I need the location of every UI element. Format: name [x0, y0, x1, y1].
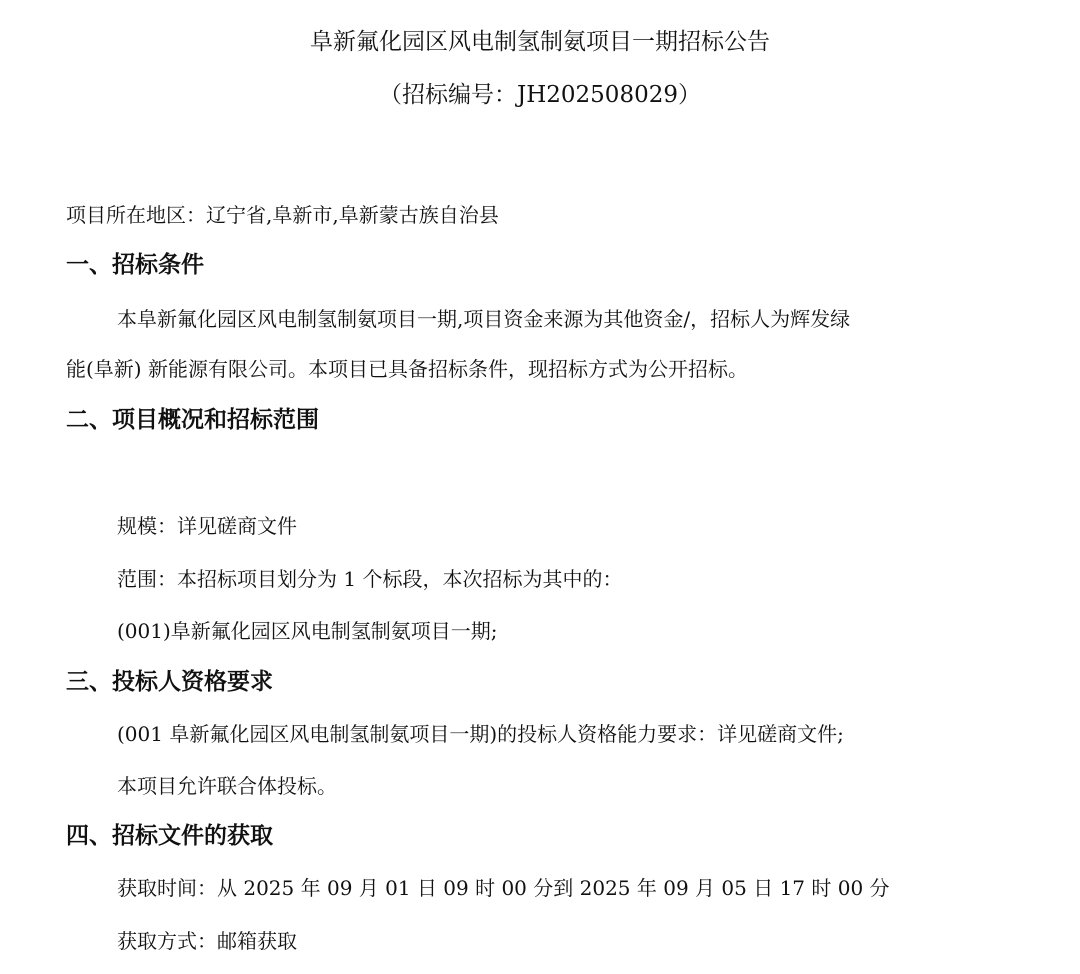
paragraph-line: 能(阜新) 新能源有限公司。本项目已具备招标条件，现招标方式为公开招标。 [66, 357, 748, 381]
paragraph-line: (001)阜新氟化园区风电制氢制氨项目一期; [117, 619, 498, 643]
project-region: 项目所在地区：辽宁省,阜新市,阜新蒙古族自治县 [66, 203, 499, 227]
paragraph-line: 获取时间：从 2025 年 09 月 01 日 09 时 00 分到 2025 年 09 月 05 日 17 时 00 分 [117, 876, 890, 900]
paragraph-line: 规模：详见磋商文件 [117, 514, 297, 538]
section-heading-3: 三、投标人资格要求 [66, 669, 273, 695]
paragraph-line: 范围：本招标项目划分为 1 个标段，本次招标为其中的： [117, 567, 623, 591]
document-title: 阜新氟化园区风电制氢制氨项目一期招标公告 [310, 29, 770, 55]
paragraph-line: 本项目允许联合体投标。 [117, 774, 337, 798]
section-heading-4: 四、招标文件的获取 [66, 823, 273, 849]
section-heading-1: 一、招标条件 [66, 252, 204, 278]
section-heading-2: 二、项目概况和招标范围 [66, 407, 319, 433]
paragraph-line: 本阜新氟化园区风电制氢制氨项目一期,项目资金来源为其他资金/，招标人为辉发绿 [117, 307, 851, 331]
paragraph-line: (001 阜新氟化园区风电制氢制氨项目一期)的投标人资格能力要求：详见磋商文件; [117, 722, 844, 746]
paragraph-line: 获取方式：邮箱获取 [117, 929, 297, 953]
bid-number: （招标编号：JH202508029） [379, 82, 701, 108]
